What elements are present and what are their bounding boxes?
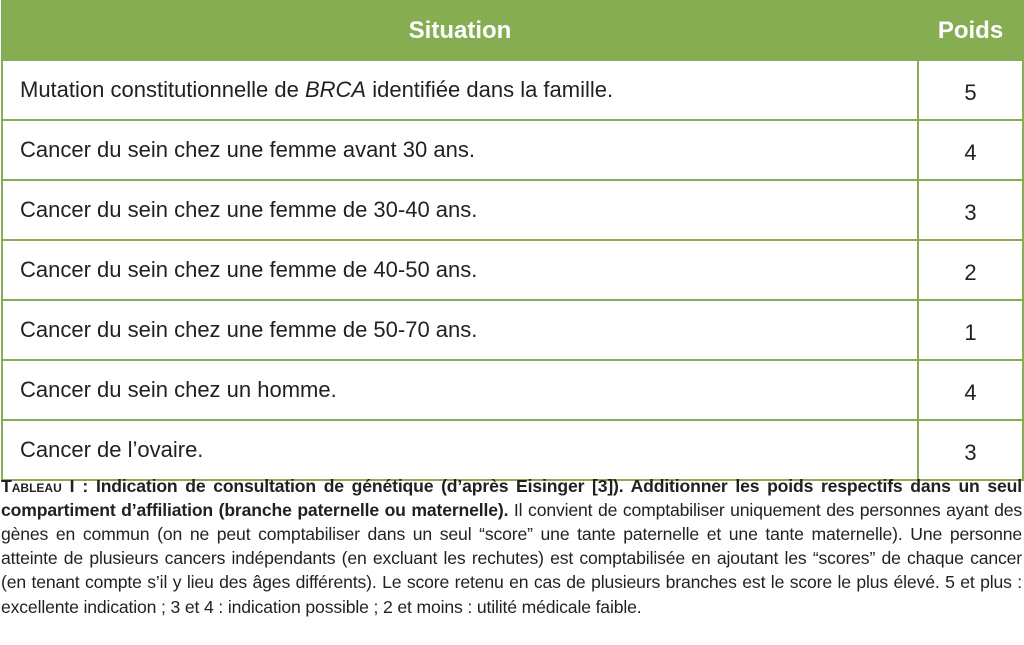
table-header-row	[2, 1, 1023, 60]
table-row	[2, 60, 1023, 120]
poids-cell: 5	[918, 60, 1023, 120]
situation-text: Cancer de l’ovaire.	[20, 437, 204, 462]
table-row	[2, 120, 1023, 180]
situation-cell	[2, 240, 918, 300]
situation-text: Cancer du sein chez un homme.	[20, 377, 337, 402]
situation-cell	[2, 300, 918, 360]
poids-cell: 1	[918, 300, 1023, 360]
situation-text: Cancer du sein chez une femme avant 30 ans.	[20, 137, 475, 162]
situation-cell	[2, 360, 918, 420]
situation-text: Mutation constitutionnelle de	[20, 77, 305, 102]
caption-body-text: Il convient de comptabiliser uniquement des personnes ayant des gènes en commun (on ne peut comptabiliser dans un seul “score” une tante paternelle et une tante maternelle). Une personne atteinte de plusieurs cancers indépendants (en excluant les rechutes) est comptabilisée en ajoutant les “scores” de chaque cancer (en tenant compte s’il y lieu des âges différents). Le score retenu en cas de plusieurs branches est le score le plus élevé. 5 et plus : excellente indication ; 3 et 4 : indication possible ; 2 et moins : utilité médicale faible.	[1, 499, 1022, 617]
header-poids: Poids	[918, 1, 1023, 60]
table-row	[2, 240, 1023, 300]
poids-cell: 2	[918, 240, 1023, 300]
table-row	[2, 180, 1023, 240]
situation-weight-table	[1, 0, 1024, 481]
situation-cell	[2, 60, 918, 120]
situation-cell	[2, 120, 918, 180]
situation-gene-name: BRCA	[304, 77, 367, 102]
poids-cell: 3	[918, 180, 1023, 240]
poids-cell: 3	[918, 420, 1023, 480]
situation-text: Cancer du sein chez une femme de 40-50 ans.	[20, 257, 478, 282]
situation-cell	[2, 180, 918, 240]
caption-label: Tableau I :	[1, 475, 89, 496]
table-caption	[1, 474, 1022, 619]
poids-cell: 4	[918, 120, 1023, 180]
situation-cell	[2, 420, 918, 480]
table-row	[2, 420, 1023, 480]
table-row	[2, 360, 1023, 420]
table-row	[2, 300, 1023, 360]
situation-text: Cancer du sein chez une femme de 30-40 ans.	[20, 197, 478, 222]
poids-cell: 4	[918, 360, 1023, 420]
caption-bold-text: Indication de consultation de génétique (d’après Eisinger [3]). Additionner les poids respectifs dans un seul compartiment d’affiliation (branche paternelle ou maternelle).	[1, 475, 1022, 520]
header-situation: Situation	[2, 1, 918, 60]
situation-text-continued: identifiée dans la famille.	[366, 77, 614, 102]
situation-text: Cancer du sein chez une femme de 50-70 ans.	[20, 317, 478, 342]
